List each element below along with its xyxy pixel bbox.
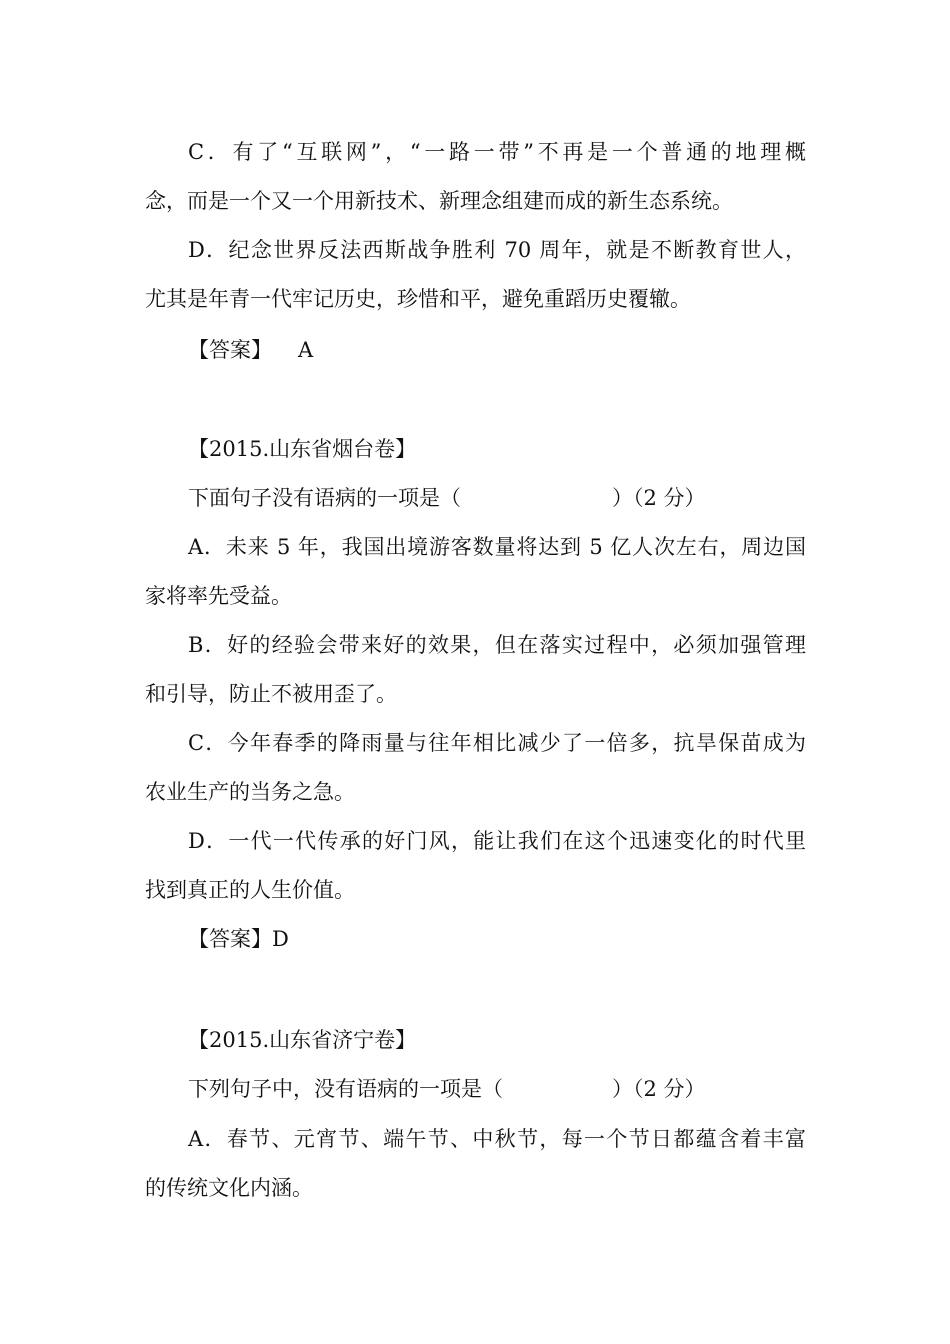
option-c-line-2: 念，而是一个又一个用新技术、新理念组建而成的新生态系统。 — [145, 189, 733, 213]
option-a-line-1: A．春节、元宵节、端午节、中秋节，每一个节日都蕴含着丰富 — [188, 1127, 806, 1151]
option-a-line-2: 家将率先受益。 — [145, 584, 292, 608]
answer: 【答案】D — [188, 927, 289, 951]
question-source: 【2015.山东省烟台卷】 — [188, 437, 417, 461]
question-stem: 下列句子中，没有语病的一项是（ — [188, 1077, 503, 1101]
option-d-line-1: D．纪念世界反法西斯战争胜利 70 周年，就是不断教育世人， — [188, 238, 806, 262]
option-a-line-1: A．未来 5 年，我国出境游客数量将达到 5 亿人次左右，周边国 — [188, 535, 806, 559]
option-d-line-2: 尤其是年青一代牢记历史，珍惜和平，避免重蹈历史覆辙。 — [145, 287, 691, 311]
option-b-line-1: B．好的经验会带来好的效果，但在落实过程中，必须加强管理 — [188, 633, 806, 657]
question-stem: 下面句子没有语病的一项是（ — [188, 486, 461, 510]
option-c-line-2: 农业生产的当务之急。 — [145, 780, 355, 804]
question-points: ）（2 分） — [612, 1077, 706, 1101]
option-d-line-2: 找到真正的人生价值。 — [145, 878, 355, 902]
question-points: ）（2 分） — [612, 486, 706, 510]
option-a-line-2: 的传统文化内涵。 — [145, 1176, 313, 1200]
option-c-line-1: C．有了“互联网”，“一路一带”不再是一个普通的地理概 — [188, 140, 806, 164]
option-b-line-2: 和引导，防止不被用歪了。 — [145, 682, 397, 706]
option-d-line-1: D．一代一代传承的好门风，能让我们在这个迅速变化的时代里 — [188, 829, 806, 853]
answer-value: A — [298, 338, 314, 362]
question-source: 【2015.山东省济宁卷】 — [188, 1028, 417, 1052]
answer-label: 【答案】 — [188, 338, 272, 362]
option-c-line-1: C．今年春季的降雨量与往年相比减少了一倍多，抗旱保苗成为 — [188, 731, 806, 755]
